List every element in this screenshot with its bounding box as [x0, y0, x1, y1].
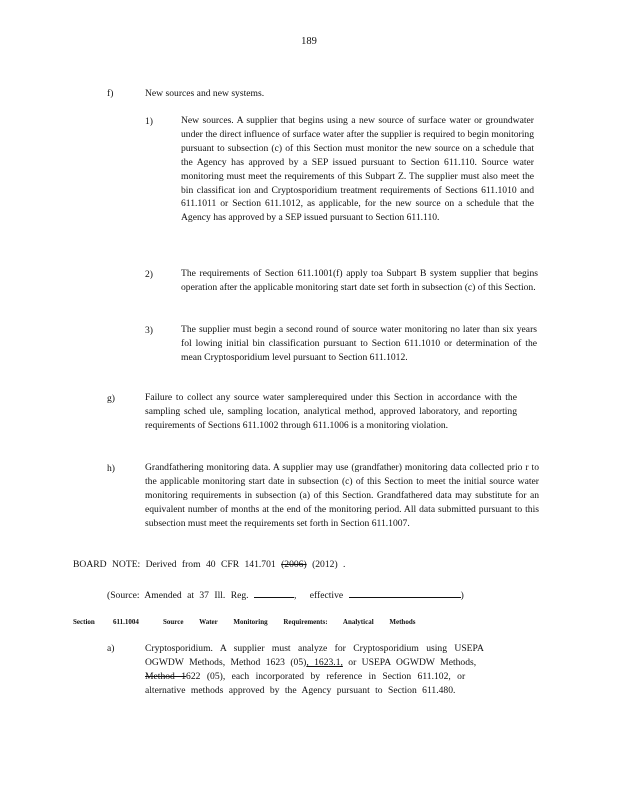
board-note-prefix: BOARD NOTE: Derived from 40 CFR 141.701 [73, 559, 276, 570]
source-comma: , [293, 590, 297, 601]
source-close: ) [460, 590, 464, 601]
item-1-label: 1) [145, 116, 153, 127]
line-3-rest: 622 (05), each incorporated by reference in Section 611.102, or [186, 671, 466, 682]
subsection-a-label: a) [107, 643, 115, 654]
item-1-text: New sources. A supplier that begins using a new source of surface water or groundwater under the direct influence of surface water after the supplier is required to begin monitoring pursuant to subsection (c) of this Section must monitor the new source on a schedule that the Agency has approved by a SEP issued pursuant to Section 611.110. Source water monitoring must meet the requirements of this Subpart Z. The supplier must also meet the bin classificat ion and Cryptosporidium treatment requirements of Sections 611.1010 and 611.1011 or Section 611.1012, as applicable, for the new source on a schedule that the Agency has approved by a SEP issued pursuant to Section 611.110. [181, 115, 534, 224]
line-2-end: or USEPA OGWDW Methods, [348, 657, 477, 668]
source-effective: effective [309, 590, 344, 601]
line-2-start: OGWDW Methods, Method 1623 (05) [145, 657, 307, 668]
board-note [73, 559, 345, 570]
source-note [107, 587, 464, 601]
subsection-g-label: g) [107, 393, 115, 404]
subsection-h-label: h) [107, 463, 115, 474]
subsection-a-line-3 [145, 671, 465, 682]
item-2-text: The requirements of Section 611.1001(f) apply toa Subpart B system supplier that begins operation after the applicable monitoring start date set forth in subsection (c) of this Section. [181, 268, 538, 293]
subsection-g-text: Failure to collect any source water samplerequired under this Section in accordance with the sampling sched ule, sampling location, analytical method, approved laboratory, and reporting requirements of Sections 611.1002 through 611.1006 is a monitoring violation. [145, 392, 517, 431]
item-3-label: 3) [145, 325, 153, 336]
subsection-a-line-4: alternative methods approved by the Agency pursuant to Section 611.480. [145, 685, 456, 696]
register-page-blank [254, 587, 294, 598]
subsection-f-label: f) [107, 88, 114, 99]
subsection-a-line-1: Cryptosporidium. A supplier must analyze for Cryptosporidium using USEPA [145, 643, 484, 654]
source-prefix: (Source: Amended at 37 Ill. Reg. [107, 590, 249, 601]
page-number: 189 [301, 36, 317, 47]
item-2-label: 2) [145, 269, 153, 280]
line-3-struck: Method 1 [145, 671, 187, 682]
board-note-end: . [343, 559, 346, 570]
subsection-h-text: Grandfathering monitoring data. A supplier may use (grandfather) monitoring data collected prio r to the applicable monitoring start date in subsection (c) of this Section to meet the initial source water monitoring requirements in subsection (a) of this Section. Grandfathered data may substitute for an equivalent number of months at the end of the monitoring period. All data submitted pursuant to this subsection must meet the requirements set forth in Section 611.1007. [145, 462, 539, 529]
board-note-year: (2012) [312, 559, 338, 570]
section-word: Section [73, 618, 95, 626]
section-number: 611.1004 [113, 618, 139, 626]
section-title: Source Water Monitoring Requirements: Analytical Methods [163, 618, 416, 626]
effective-date-blank [349, 587, 461, 598]
subsection-f-heading: New sources and new systems. [145, 88, 265, 99]
board-note-struck-year: (2006) [281, 559, 307, 570]
subsection-a-line-2 [145, 657, 476, 668]
item-3-text: The supplier must begin a second round of source water monitoring no later than six years fol lowing initial bin classification pursuant to Section 611.1010 or determination of the mean Cryptosporidium level pursuant to Section 611.1012. [181, 324, 537, 363]
line-2-inserted: , 1623.1, [306, 657, 343, 668]
